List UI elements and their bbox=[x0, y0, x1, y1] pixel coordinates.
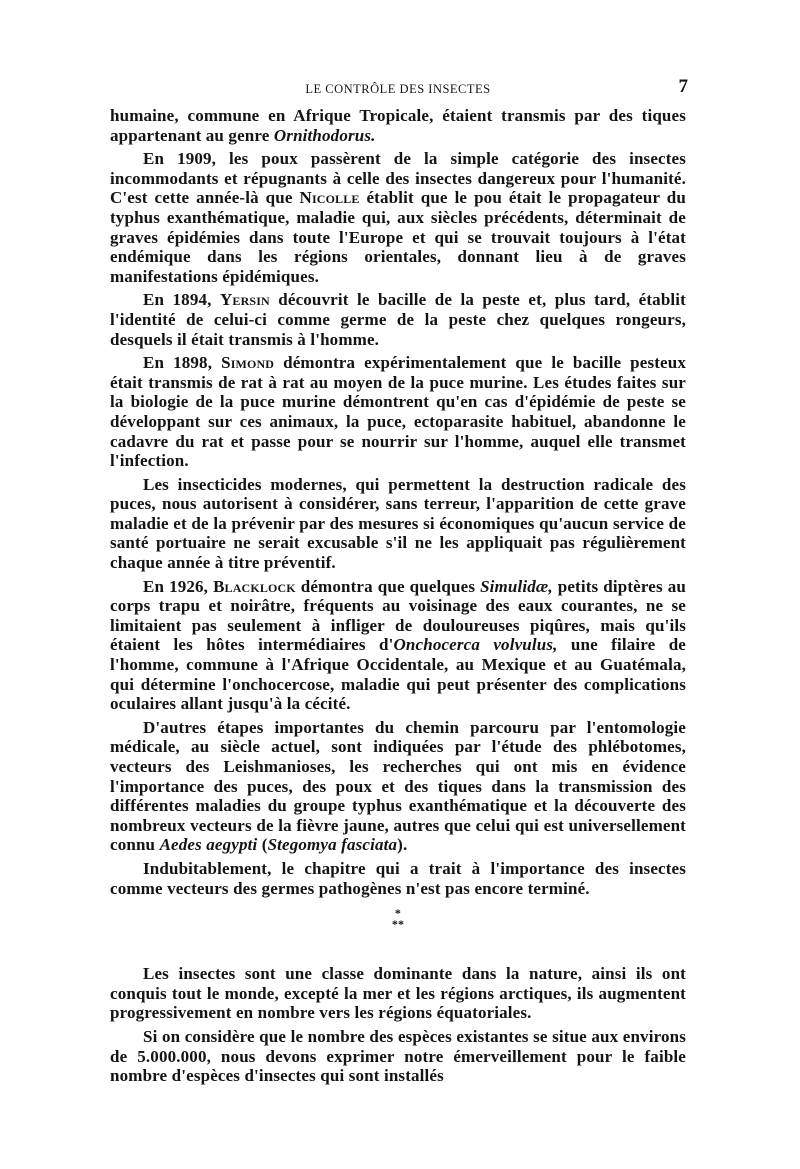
text-run: ). bbox=[397, 835, 408, 855]
running-head bbox=[110, 72, 686, 106]
paragraph-conclusion bbox=[110, 859, 686, 898]
paragraph-dominant-class bbox=[110, 964, 686, 1023]
text-run: En 1926, bbox=[143, 576, 214, 596]
taxon-name: Simulidæ, bbox=[480, 576, 553, 596]
paragraph-continuation bbox=[110, 106, 686, 145]
text-run: Les insectes sont une classe dominante dans la nature, ainsi ils ont conquis tout le monde, excepté la mer et les régions arctiques, ils augmentent progressivement en nombre vers les régions équatoriales. bbox=[110, 964, 686, 1023]
paragraph-1926 bbox=[110, 577, 686, 714]
text-run: une filaire de l'homme, commune à l'Afrique Occidentale, au Mexique et au Guatémala, qui détermine l'onchocercose, maladie qui peut présenter des complications oculaires allant jusqu'à la cécité. bbox=[110, 635, 686, 714]
text-run: petits diptères au corps trapu et noirâtre, fréquents au voisinage des eaux courantes, ne se limitaient pas seulement à infliger de douloureuses piqûres, mais qu'ils étaient les hôtes intermédiaires d' bbox=[110, 576, 686, 655]
text-run: ( bbox=[257, 835, 268, 855]
text-run: humaine, commune en Afrique Tropicale, étaient transmis par des tiques appartenant au genre bbox=[110, 106, 686, 145]
paragraph-1909 bbox=[110, 149, 686, 286]
text-run: En 1909, les poux passèrent de la simple catégorie des insectes incommodants et répugnants à celle des insectes dangereux pour l'humanité. C'est cette année-là que bbox=[110, 149, 686, 208]
asterism-star-top: * bbox=[394, 906, 402, 921]
text-run: Si on considère que le nombre des espèces existantes se situe aux environs de 5.000.000, nous devons exprimer notre émerveillement pour le faible nombre d'espèces d'insectes qui sont installés bbox=[110, 1026, 686, 1086]
text-run: Indubitablement, le chapitre qui a trait à l'importance des insectes comme vecteurs des germes pathogènes n'est pas encore terminé. bbox=[110, 858, 686, 898]
book-page bbox=[110, 72, 686, 1090]
paragraph-1894 bbox=[110, 290, 686, 349]
taxon-name: Aedes aegypti bbox=[159, 835, 258, 855]
taxon-name: Stegomya fasciata bbox=[267, 835, 398, 855]
genus-name: Ornithodorus. bbox=[273, 125, 376, 145]
running-title: LE CONTRÔLE DES INSECTES bbox=[305, 82, 491, 96]
author-name: Yersin bbox=[219, 290, 270, 310]
paragraph-species-count bbox=[110, 1027, 686, 1086]
paragraph-1898 bbox=[110, 353, 686, 471]
text-run: Les insecticides modernes, qui permettent la destruction radicale des puces, nous autorisent à considérer, sans terreur, l'apparition de cette grave maladie et de la prévenir par des mesures si économiques qu'aucun service de santé portuaire ne serait excusable s'il ne les appliquait pas régulièrement chaque année à titre préventif. bbox=[110, 474, 686, 573]
author-name: Blacklock bbox=[213, 576, 296, 596]
page-number: 7 bbox=[678, 76, 688, 97]
text-run: En 1898, bbox=[143, 353, 222, 373]
text-run: découvrit le bacille de la peste et, plus tard, établit l'identité de celui-ci comme germe de la peste chez quelques rongeurs, desquels il était transmis à l'homme. bbox=[110, 290, 686, 349]
text-run: démontra expérimentalement que le bacille pesteux était transmis de rat à rat au moyen de la puce murine. Les études faites sur la biologie de la puce murine démontrent qu'en cas d'épidémie de peste se développant sur ces animaux, la puce, ectoparasite habituel, abandonne le cadavre du rat et passe pour se nourrir sur l'homme, auquel elle transmet l'infection. bbox=[110, 353, 686, 471]
text-run: établit que le pou était le propagateur du typhus exanthématique, maladie qui, aux siècles précédents, déterminait de graves épidémies dans toute l'Europe et qui se trouvait toujours à l'état endémique dans les régions orientales, donnant lieu à de graves manifestations épidémiques. bbox=[110, 188, 686, 286]
author-name: Nicolle bbox=[299, 188, 360, 208]
paragraph-insecticides bbox=[110, 475, 686, 573]
author-name: Simond bbox=[221, 353, 275, 373]
body-text bbox=[110, 106, 686, 1086]
section-break-asterism bbox=[110, 908, 686, 930]
text-run: D'autres étapes importantes du chemin parcouru par l'entomologie médicale, au siècle actuel, sont indiquées par l'étude des phlébotomes, vecteurs des Leishmanioses, les recherches qui ont mis en évidence l'importance des puces, des poux et des tiques dans la transmission des différentes maladies du groupe typhus exanthématique et la découverte des nombreux vecteurs de la fièvre jaune, autres que celui qui est universellement connu bbox=[110, 717, 686, 855]
taxon-name: Onchocerca volvulus, bbox=[393, 635, 558, 655]
text-run: En 1894, bbox=[143, 290, 220, 310]
text-run: démontra que quelques bbox=[295, 576, 481, 596]
paragraph-entomology bbox=[110, 718, 686, 855]
asterism-stars-bottom: ** bbox=[391, 917, 405, 932]
